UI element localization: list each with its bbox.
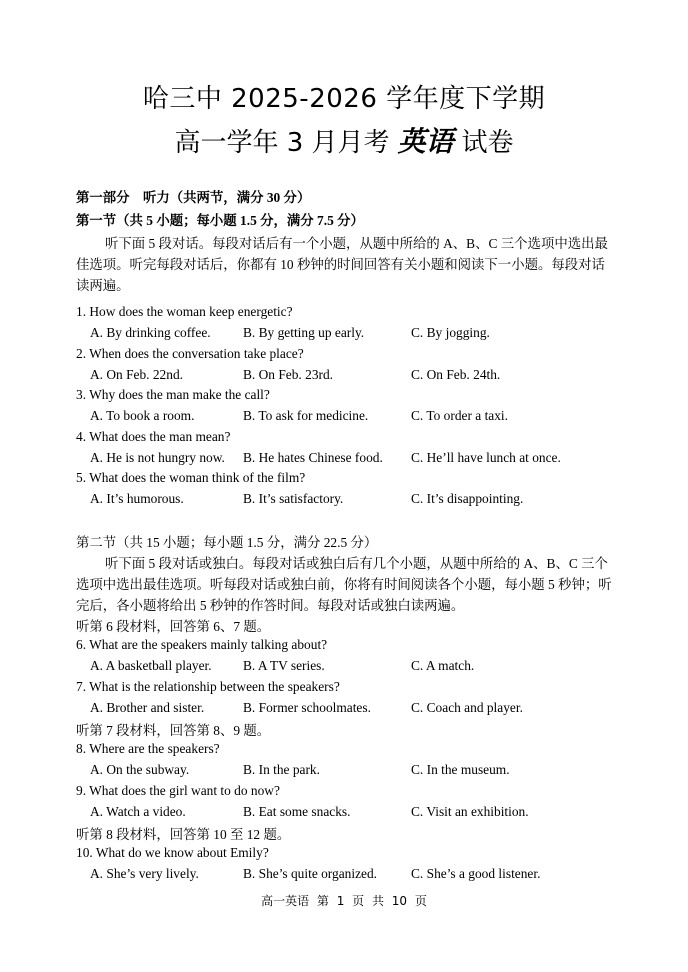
question-2-option-b: B. On Feb. 23rd. [243, 367, 334, 382]
exam-title-line1: 哈三中 2025-2026 学年度下学期 [142, 84, 546, 114]
page-footer: 高一英语 第 1 页 共 10 页 [261, 894, 427, 908]
question-10-option-b: B. She’s quite organized. [243, 866, 378, 881]
section2-instructions: 听下面 5 段对话或独白。每段对话或独白后有几个小题，从题中所给的 A、B、C 三个选项中选出最佳选项。听每段对话或独白前，你将有时间阅读各个小题，每小题 5 秒钟；听完后，各小题将给出 5 秒钟的作答时间。每段对话或独白读两遍。 [76, 556, 612, 613]
question-4-option-b: B. He hates Chinese food. [243, 450, 383, 465]
question-7-stem: 7. What is the relationship between the speakers? [76, 679, 340, 694]
exam-title-line2 [0, 120, 688, 160]
question-1-option-c: C. By jogging. [411, 325, 490, 340]
question-4-option-c: C. He’ll have lunch at once. [411, 450, 561, 465]
question-9-stem: 9. What does the girl want to do now? [76, 783, 280, 798]
question-6-option-b: B. A TV series. [243, 658, 325, 673]
question-5-option-c: C. It’s disappointing. [411, 491, 524, 506]
question-10-stem: 10. What do we know about Emily? [76, 845, 269, 860]
section1-heading: 第一节（共 5 小题；每小题 1.5 分，满分 7.5 分） [76, 213, 364, 228]
question-2-stem: 2. When does the conversation take place? [76, 346, 304, 361]
question-5-option-b: B. It’s satisfactory. [243, 491, 344, 506]
question-8-option-b: B. In the park. [243, 762, 320, 777]
section1-instructions: 听下面 5 段对话。每段对话后有一个小题，从题中所给的 A、B、C 三个选项中选出最佳选项。听完每段对话后，你都有 10 秒钟的时间回答有关小题和阅读下一小题。每段对话读两遍。 [76, 236, 608, 293]
question-9-option-b: B. Eat some snacks. [243, 804, 351, 819]
question-5-option-a: A. It’s humorous. [90, 491, 184, 506]
title-grade-text: 高一学年 3 月月考 [174, 128, 390, 158]
question-1-stem: 1. How does the woman keep energetic? [76, 304, 293, 319]
question-7-option-b: B. Former schoolmates. [243, 700, 371, 715]
part1-heading: 第一部分 听力（共两节，满分 30 分） [76, 190, 311, 205]
question-3-stem: 3. Why does the man make the call? [76, 387, 270, 402]
question-7-option-a: A. Brother and sister. [90, 700, 205, 715]
question-5-stem: 5. What does the woman think of the film? [76, 470, 306, 485]
question-2-option-c: C. On Feb. 24th. [411, 367, 501, 382]
title-paper-text: 试卷 [461, 128, 514, 158]
question-3-option-b: B. To ask for medicine. [243, 408, 369, 423]
title-subject: 英语 [397, 125, 454, 158]
question-2-option-a: A. On Feb. 22nd. [90, 367, 183, 382]
material-6-note: 听第 6 段材料，回答第 6、7 题。 [76, 619, 271, 634]
question-10-option-c: C. She’s a good listener. [411, 866, 541, 881]
question-8-option-c: C. In the museum. [411, 762, 510, 777]
question-8-option-a: A. On the subway. [90, 762, 190, 777]
question-1-option-a: A. By drinking coffee. [90, 325, 211, 340]
question-6-stem: 6. What are the speakers mainly talking about? [76, 637, 328, 652]
question-8-stem: 8. Where are the speakers? [76, 741, 220, 756]
question-7-option-c: C. Coach and player. [411, 700, 523, 715]
question-1-option-b: B. By getting up early. [243, 325, 365, 340]
question-10-option-a: A. She’s very lively. [90, 866, 199, 881]
question-4-stem: 4. What does the man mean? [76, 429, 231, 444]
question-9-option-c: C. Visit an exhibition. [411, 804, 529, 819]
question-6-option-c: C. A match. [411, 658, 475, 673]
material-7-note: 听第 7 段材料，回答第 8、9 题。 [76, 723, 271, 738]
question-6-option-a: A. A basketball player. [90, 658, 212, 673]
section2-heading: 第二节（共 15 小题；每小题 1.5 分，满分 22.5 分） [76, 535, 378, 550]
material-8-note: 听第 8 段材料，回答第 10 至 12 题。 [76, 827, 291, 842]
question-4-option-a: A. He is not hungry now. [90, 450, 225, 465]
question-3-option-c: C. To order a taxi. [411, 408, 508, 423]
question-9-option-a: A. Watch a video. [90, 804, 186, 819]
question-3-option-a: A. To book a room. [90, 408, 195, 423]
